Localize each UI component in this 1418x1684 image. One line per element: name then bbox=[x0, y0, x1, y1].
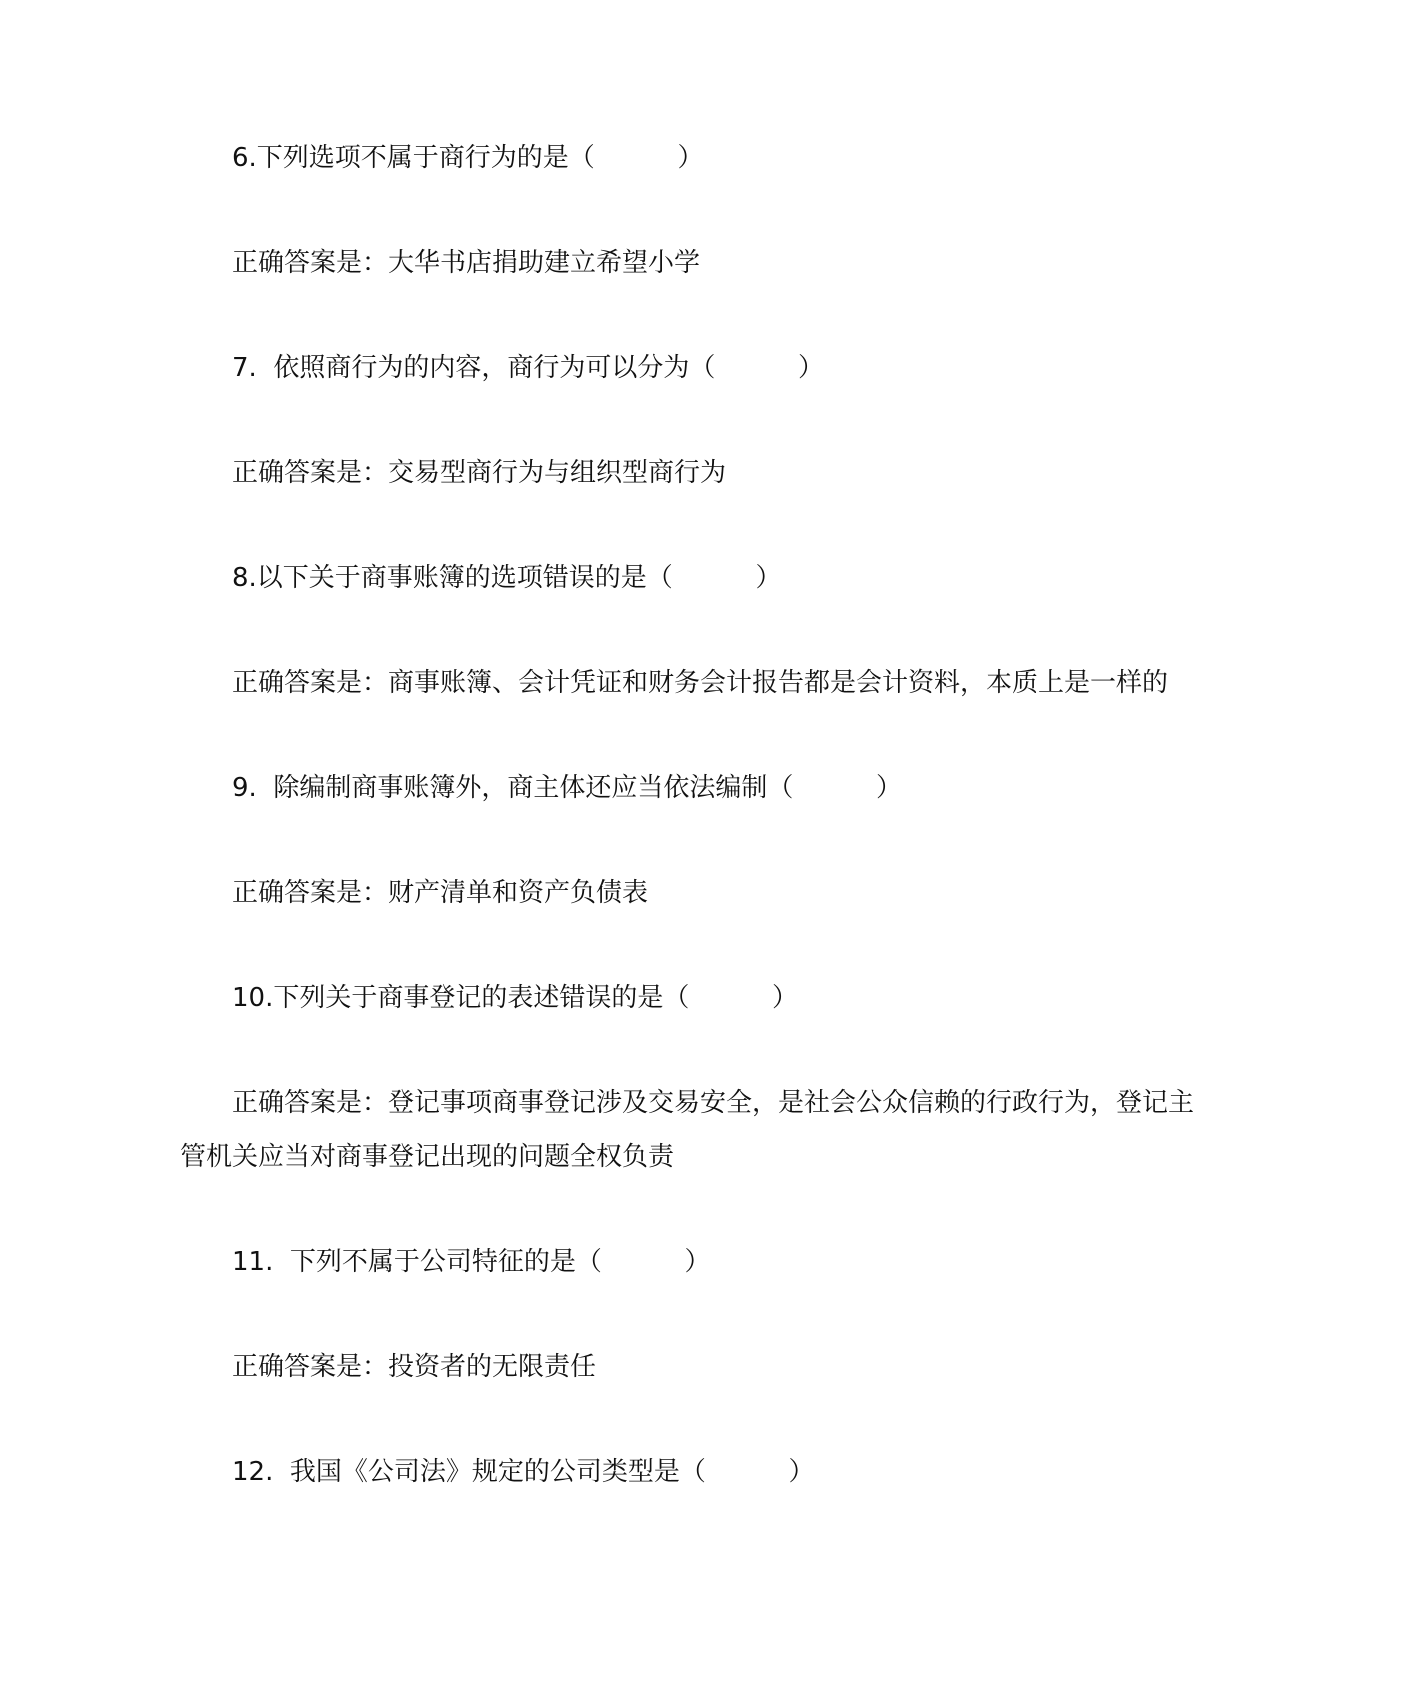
answer-8: 正确答案是：商事账簿、会计凭证和财务会计报告都是会计资料，本质上是一样的 bbox=[232, 668, 1169, 698]
answer-7: 正确答案是：交易型商行为与组织型商行为 bbox=[232, 458, 727, 488]
answer-9: 正确答案是：财产清单和资产负债表 bbox=[232, 878, 649, 908]
answer-10-line-1: 正确答案是：登记事项商事登记涉及交易安全，是社会公众信赖的行政行为，登记主 bbox=[232, 1088, 1195, 1118]
question-9: 9. 除编制商事账簿外，商主体还应当依法编制（ ） bbox=[232, 773, 902, 803]
answer-10-line-2: 管机关应当对商事登记出现的问题全权负责 bbox=[180, 1142, 675, 1172]
question-6: 6.下列选项不属于商行为的是（ ） bbox=[232, 143, 704, 173]
question-8: 8.以下关于商事账簿的选项错误的是（ ） bbox=[232, 563, 782, 593]
question-11: 11. 下列不属于公司特征的是（ ） bbox=[232, 1247, 711, 1277]
question-12: 12. 我国《公司法》规定的公司类型是（ ） bbox=[232, 1457, 815, 1487]
answer-11: 正确答案是：投资者的无限责任 bbox=[232, 1352, 597, 1382]
question-7: 7. 依照商行为的内容，商行为可以分为（ ） bbox=[232, 353, 824, 383]
question-10: 10.下列关于商事登记的表述错误的是（ ） bbox=[232, 983, 798, 1013]
answer-6: 正确答案是：大华书店捐助建立希望小学 bbox=[232, 248, 701, 278]
